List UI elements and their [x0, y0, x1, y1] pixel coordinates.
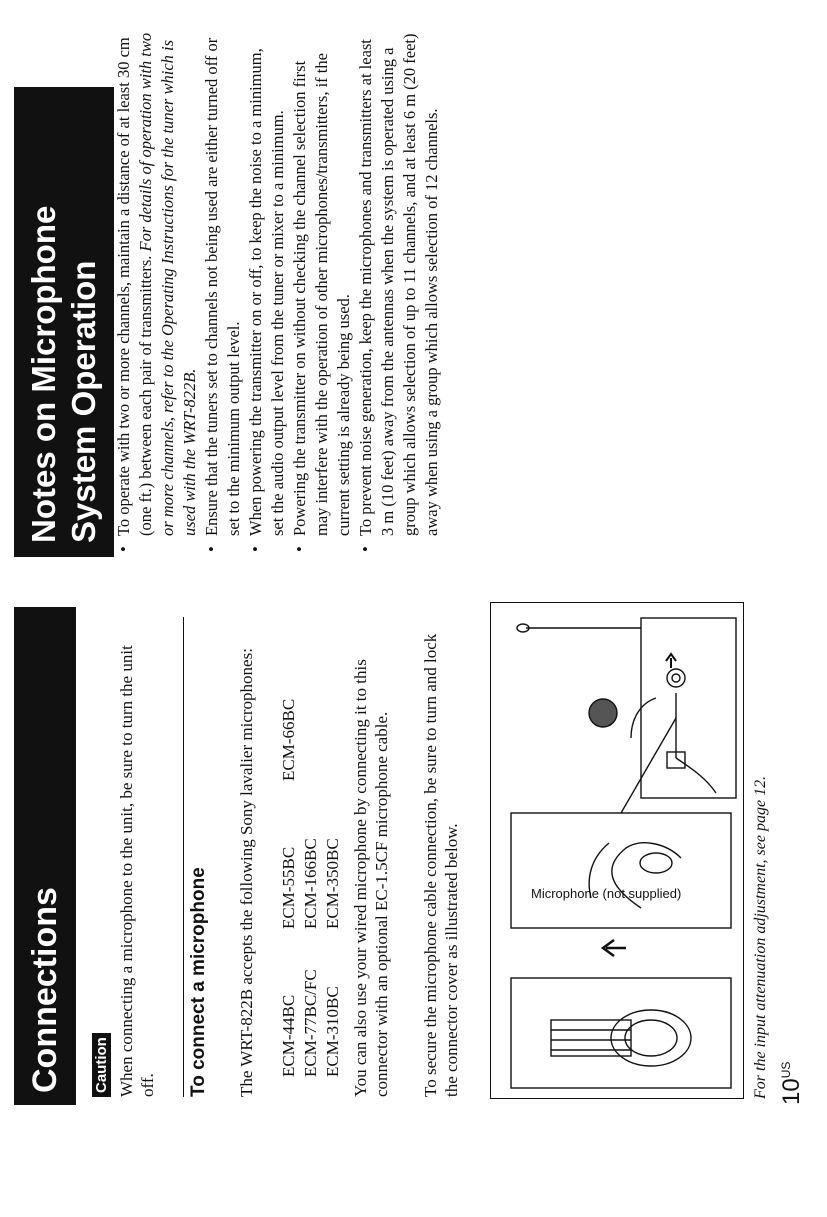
- note-text: To operate with two or more channels, maintain a distance of at least 30 cm (one ft.) between each pair of transmitters.: [114, 37, 155, 536]
- list-item: [113, 32, 201, 552]
- secure-cable-paragraph: To secure the microphone cable connection, be sure to turn and lock the connector cover as illustrated below.: [421, 633, 461, 1097]
- mic-model: ECM-66BC: [279, 698, 298, 781]
- footnote: For the input attenuation adjustment, see page 12.: [752, 775, 769, 1099]
- caution-text: When connecting a microphone to the unit, be sure to turn the unit off.: [117, 645, 157, 1097]
- note-text: When powering the transmitter on or off, to keep the noise to a minimum, set the audio output level from the tuner or mixer to a minimum.: [246, 48, 287, 536]
- connector-drawing: [491, 603, 743, 1098]
- list-item: [201, 32, 245, 552]
- mic-model: ECM-55BC: [279, 846, 298, 929]
- notes-heading-line1: Notes on Microphone: [25, 205, 62, 543]
- notes-heading: [14, 87, 114, 557]
- mic-row: [278, 633, 300, 1077]
- note-text: To prevent noise generation, keep the microphones and transmitters at least 3 m (10 feet) away from the antennas when the system is operated using a group which allows selection of up to 11 channels, and at least 6 m (20 feet) away when using a group which allows selection of 12 channels.: [356, 33, 441, 536]
- notes-list: [113, 32, 443, 552]
- page-region-suffix: US: [779, 1061, 793, 1079]
- note-italic: For details of operation with two or more channels, refer to the Operating Instructions for the tuner which is used with the WRT-822B.: [136, 32, 199, 536]
- connect-microphone-subheading: To connect a microphone: [183, 617, 210, 1097]
- note-text: Ensure that the tuners set to channels not being used are either turned off or set to the minimum output level.: [202, 37, 243, 536]
- mic-model: ECM-166BC: [301, 838, 320, 929]
- microphone-model-list: [278, 633, 344, 1077]
- page-number-value: 10: [778, 1078, 805, 1105]
- notes-heading-line2: System Operation: [65, 260, 102, 543]
- mic-model: ECM-310BC: [323, 986, 342, 1077]
- intro-paragraph: The WRT-822B accepts the following Sony lavalier microphones:: [237, 648, 256, 1097]
- figure-label: Microphone (not supplied): [531, 886, 682, 901]
- page-number: [778, 1062, 806, 1105]
- list-item: [289, 32, 355, 552]
- connector-illustration: [490, 602, 744, 1099]
- note-text: Powering the transmitter on without checking the channel selection first may interfere with the operation of other microphones/transmitters, if the current setting is already being used.: [290, 53, 353, 536]
- wired-mic-paragraph: You can also use your wired microphone by connecting it to this connector with an optional EC-1.5CF microphone cable.: [351, 659, 391, 1097]
- mic-row: [300, 633, 322, 1077]
- connections-heading: Connections: [14, 607, 76, 1105]
- mic-row: [322, 633, 344, 1077]
- mic-model: ECM-77BC/FC: [301, 969, 320, 1077]
- mic-model: ECM-350BC: [323, 838, 342, 929]
- list-item: [245, 32, 289, 552]
- list-item: [355, 32, 443, 552]
- mic-model: ECM-44BC: [279, 994, 298, 1077]
- caution-badge: Caution: [92, 1033, 111, 1097]
